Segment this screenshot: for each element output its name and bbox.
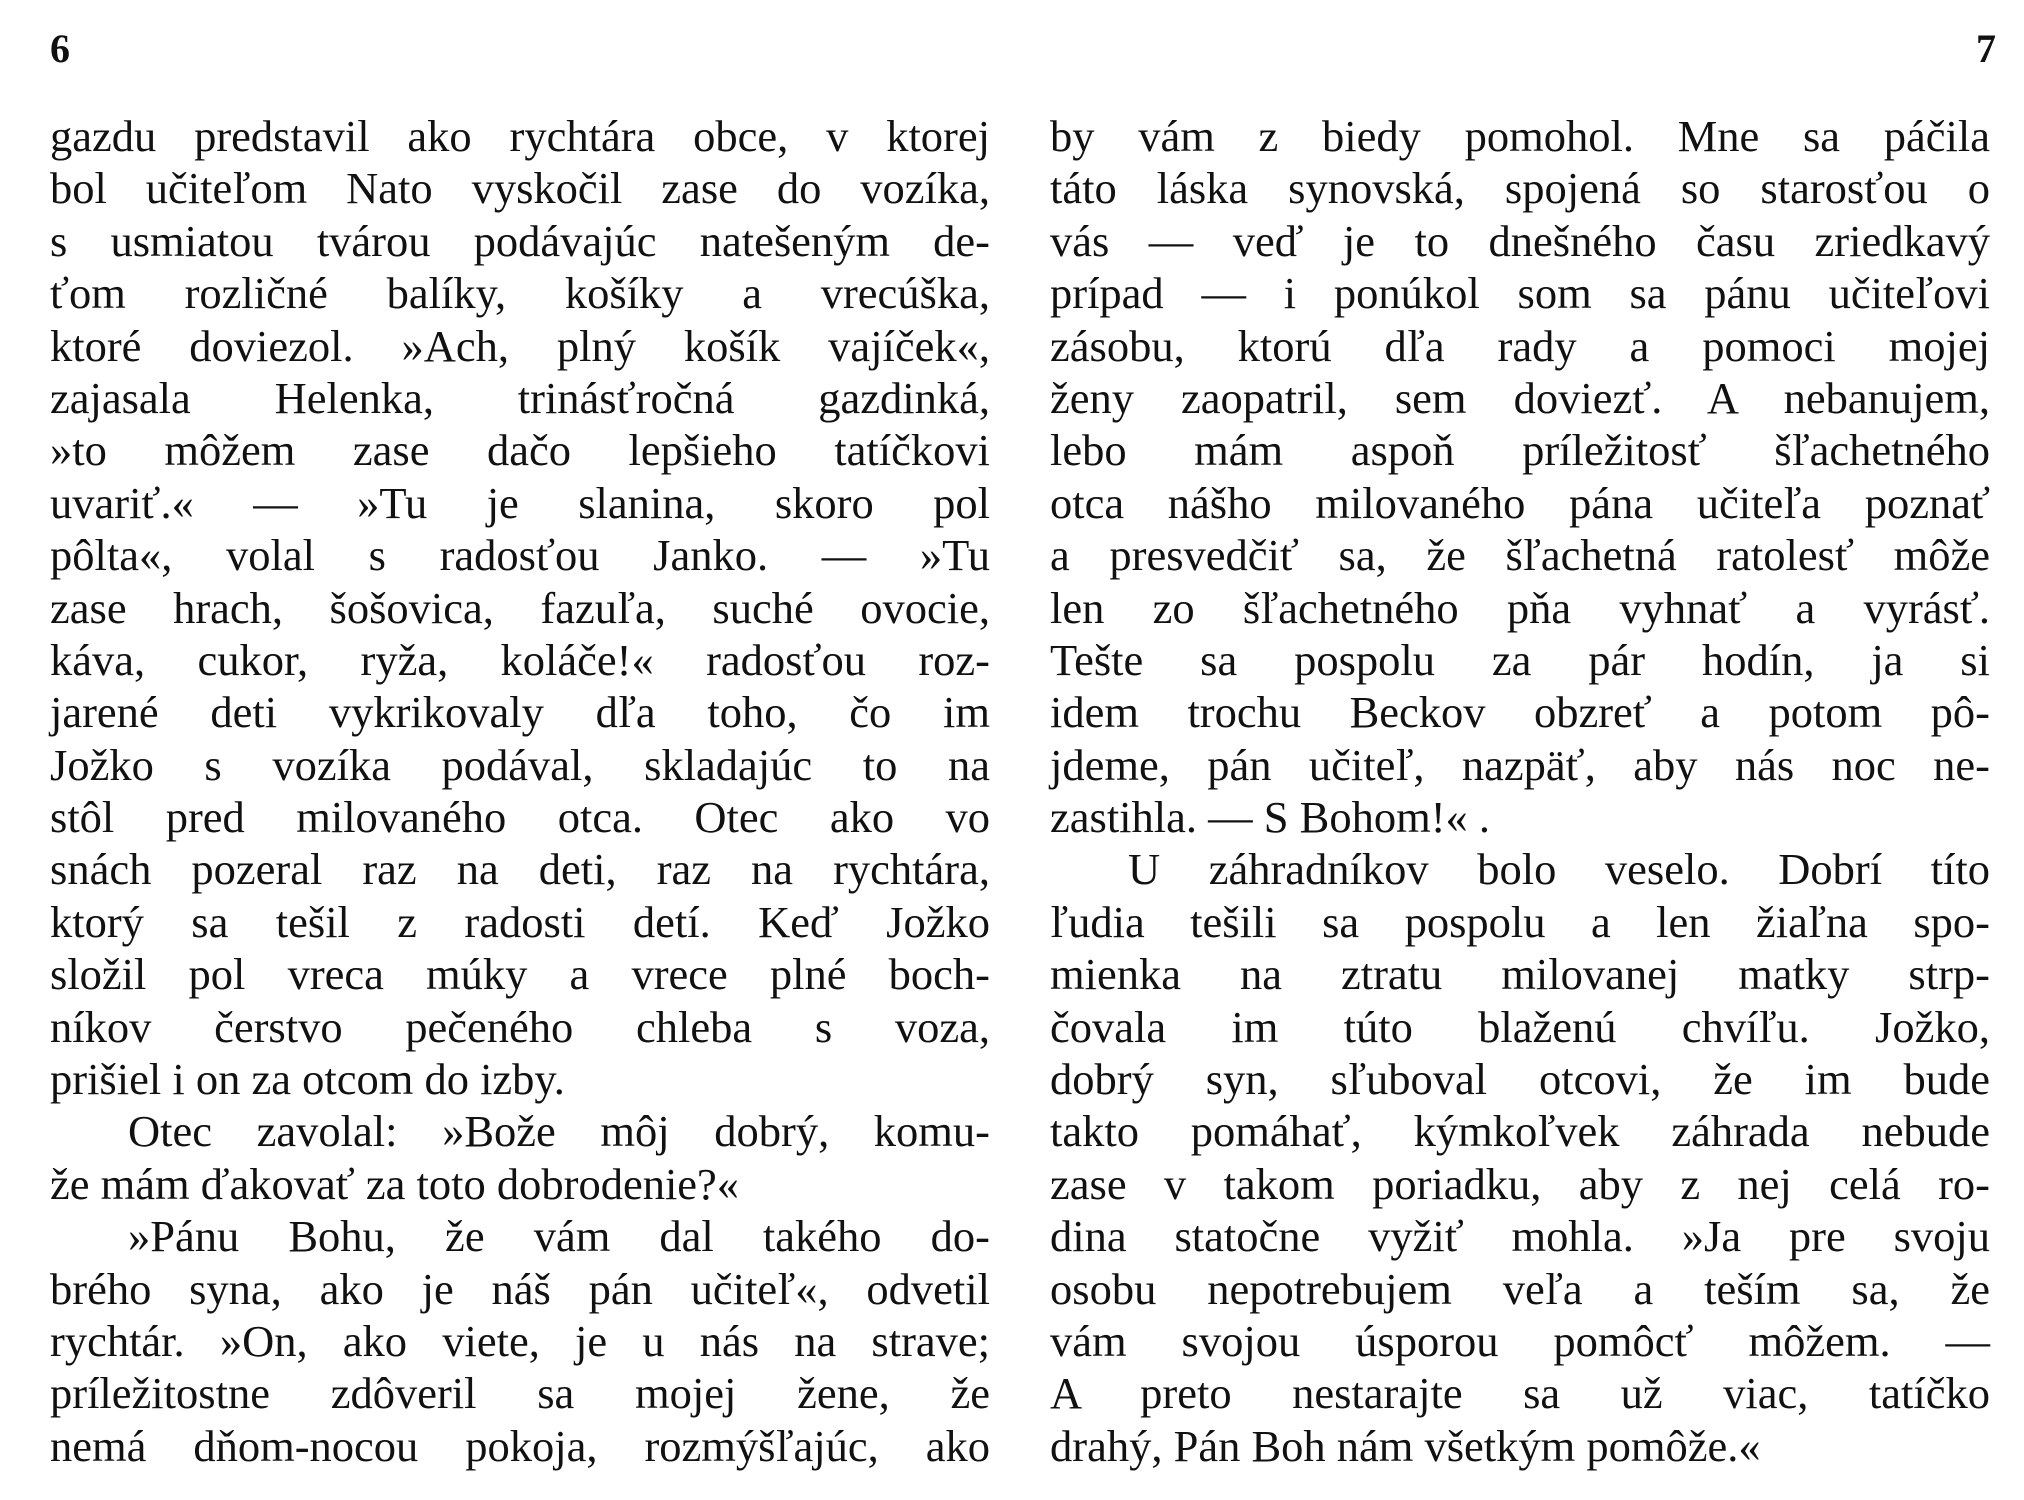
- right-page-text: [1050, 110, 1990, 1472]
- left-page-text: [50, 110, 990, 1472]
- text-line: len zo šľachetného pňa vyhnať a vyrásť.: [1050, 582, 1990, 633]
- text-line: zajasala Helenka, trinásťročná gazdinká,: [50, 372, 990, 423]
- text-line: ktoré doviezol. »Ach, plný košík vajíček«,: [50, 320, 990, 371]
- text-line: zase v takom poriadku, aby z nej celá ro-: [1050, 1158, 1990, 1209]
- text-line: zásobu, ktorú dľa rady a pomoci mojej: [1050, 320, 1990, 371]
- text-line: uvariť.« — »Tu je slanina, skoro pol: [50, 477, 990, 528]
- text-line: Jožko s vozíka podával, skladajúc to na: [50, 739, 990, 790]
- text-line: dobrý syn, sľuboval otcovi, že im bude: [1050, 1054, 1990, 1105]
- text-line: brého syna, ako je náš pán učiteľ«, odvetil: [50, 1263, 990, 1314]
- text-line: Tešte sa pospolu za pár hodín, ja si: [1050, 634, 1990, 685]
- text-line: prišiel i on za otcom do izby.: [50, 1054, 565, 1105]
- text-line: nemá dňom-nocou pokoja, rozmýšľajúc, ako: [50, 1420, 990, 1471]
- text-line: a presvedčiť sa, že šľachetná ratolesť môže: [1050, 530, 1990, 581]
- text-line: jdeme, pán učiteľ, nazpäť, aby nás noc ne-: [1050, 739, 1990, 790]
- text-line: mienka na ztratu milovanej matky strp-: [1050, 949, 1990, 1000]
- text-line: gazdu predstavil ako rychtára obce, v ktorej: [50, 111, 990, 161]
- text-line: takto pomáhať, kýmkoľvek záhrada nebude: [1050, 1106, 1990, 1157]
- text-line: osobu nepotrebujem veľa a teším sa, že: [1050, 1263, 1990, 1314]
- text-line: níkov čerstvo pečeného chleba s voza,: [50, 1001, 990, 1052]
- text-line: že mám ďakovať za toto dobrodenie?«: [50, 1158, 740, 1209]
- page-number-left: 6: [50, 26, 70, 71]
- text-line: »to môžem zase dačo lepšieho tatíčkovi: [50, 425, 990, 476]
- text-line: pôlta«, volal s radosťou Janko. — »Tu: [50, 530, 990, 581]
- text-line: čovala im túto blaženú chvíľu. Jožko,: [1050, 1001, 1990, 1052]
- text-line: snách pozeral raz na deti, raz na rychtára,: [50, 844, 990, 895]
- text-line: rychtár. »On, ako viete, je u nás na strave;: [50, 1315, 990, 1366]
- text-line: ktorý sa tešil z radosti detí. Keď Jožko: [50, 896, 990, 947]
- text-line: drahý, Pán Boh nám všetkým pomôže.«: [1050, 1420, 1761, 1471]
- text-line: vás — veď je to dnešného času zriedkavý: [1050, 215, 1990, 266]
- text-line: príležitostne zdôveril sa mojej žene, že: [50, 1368, 990, 1419]
- text-line: Otec zavolal: »Bože môj dobrý, komu-: [128, 1106, 990, 1157]
- text-line: zase hrach, šošovica, fazuľa, suché ovocie,: [50, 582, 990, 633]
- text-line: idem trochu Beckov obzreť a potom pô-: [1050, 687, 1990, 738]
- text-line: by vám z biedy pomohol. Mne sa páčila: [1050, 111, 1990, 161]
- text-line: ľudia tešili sa pospolu a len žiaľna spo-: [1050, 896, 1990, 947]
- text-line: dina statočne vyžiť mohla. »Ja pre svoju: [1050, 1211, 1990, 1262]
- text-line: zastihla. — S Bohom!« .: [1050, 792, 1491, 843]
- text-line: ťom rozličné balíky, košíky a vrecúška,: [50, 268, 990, 319]
- text-line: otca nášho milovaného pána učiteľa poznať: [1050, 477, 1990, 528]
- text-line: lebo mám aspoň príležitosť šľachetného: [1050, 425, 1990, 476]
- text-line: »Pánu Bohu, že vám dal takého do-: [128, 1211, 990, 1262]
- text-line: ženy zaopatril, sem doviezť. A nebanujem,: [1050, 372, 1990, 423]
- text-line: A preto nestarajte sa už viac, tatíčko: [1050, 1368, 1990, 1419]
- text-line: káva, cukor, ryža, koláče!« radosťou roz-: [50, 634, 990, 685]
- text-line: s usmiatou tvárou podávajúc natešeným de-: [50, 215, 990, 266]
- text-line: U záhradníkov bolo veselo. Dobrí títo: [1128, 844, 1990, 895]
- text-line: táto láska synovská, spojená so starosťou o: [1050, 163, 1990, 214]
- page-number-right: 7: [1976, 26, 1996, 71]
- text-line: stôl pred milovaného otca. Otec ako vo: [50, 792, 990, 843]
- text-line: prípad — i ponúkol som sa pánu učiteľovi: [1050, 268, 1990, 319]
- text-line: bol učiteľom Nato vyskočil zase do vozíka,: [50, 163, 990, 214]
- text-line: vám svojou úsporou pomôcť môžem. —: [1050, 1315, 1990, 1366]
- text-line: jarené deti vykrikovaly dľa toho, čo im: [50, 687, 990, 738]
- text-line: složil pol vreca múky a vrece plné boch-: [50, 949, 990, 1000]
